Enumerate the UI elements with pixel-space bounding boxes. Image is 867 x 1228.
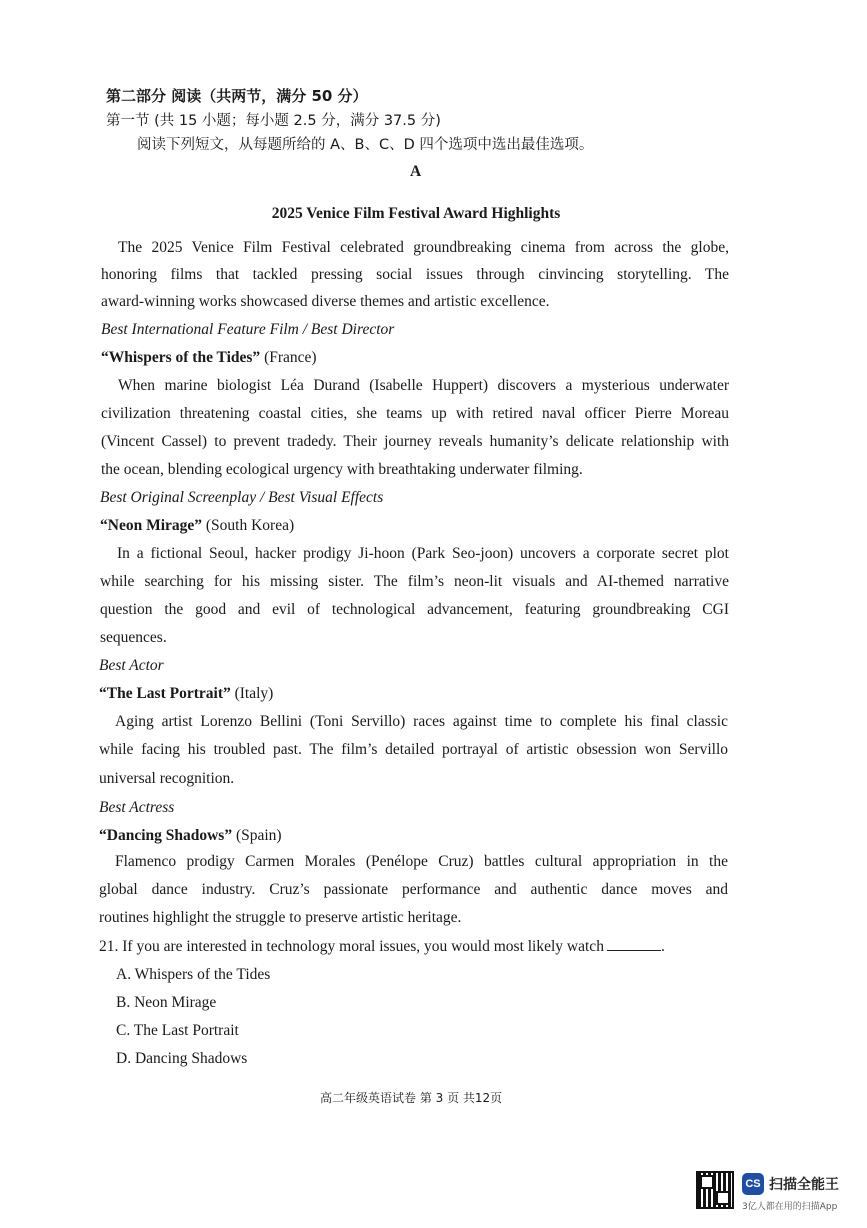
question-stem xyxy=(99,936,665,957)
article-title: 2025 Venice Film Festival Award Highlights xyxy=(271,205,561,222)
option-c: C. The Last Portrait xyxy=(116,1022,239,1039)
scanner-app-name: 扫描全能王 xyxy=(769,1177,839,1193)
film-description-line: global dance industry. Cruz’s passionate performance and authentic dance moves and xyxy=(99,881,728,898)
page-footer: 高二年级英语试卷 第 3 页 共12页 xyxy=(320,1091,503,1105)
intro-line: award-winning works showcased diverse themes and artistic excellence. xyxy=(101,293,550,310)
film-description-line: universal recognition. xyxy=(99,770,235,787)
film-description-line: the ocean, blending ecological urgency with breathtaking underwater filming. xyxy=(101,461,583,478)
film-description-line: routines highlight the struggle to preserve artistic heritage. xyxy=(99,909,462,926)
film-description-line: Aging artist Lorenzo Bellini (Toni Servillo) races against time to complete his final classic xyxy=(115,713,728,730)
film-description-line: question the good and evil of technological advancement, featuring groundbreaking CGI xyxy=(100,601,729,618)
film-title: “Whispers of the Tides” xyxy=(101,349,261,366)
camscanner-logo: CS xyxy=(742,1173,764,1195)
award-category: Best Actress xyxy=(99,799,175,816)
award-category: Best International Feature Film / Best Director xyxy=(101,321,395,338)
reading-instruction: 阅读下列短文，从每题所给的 A、B、C、D 四个选项中选出最佳选项。 xyxy=(137,137,594,153)
film-heading xyxy=(100,516,294,536)
answer-blank xyxy=(607,936,661,951)
film-title: “Dancing Shadows” xyxy=(99,827,233,844)
passage-letter: A xyxy=(410,163,422,180)
scanner-tagline: 3亿人都在用的扫描App xyxy=(742,1202,838,1212)
film-description-line: In a fictional Seoul, hacker prodigy Ji-hoon (Park Seo-joon) uncovers a corporate secret plot xyxy=(117,545,729,562)
film-description-line: while facing his troubled past. The film’s detailed portrayal of artistic obsession won Servillo xyxy=(99,741,728,758)
award-category: Best Actor xyxy=(99,657,164,674)
intro-line: The 2025 Venice Film Festival celebrated groundbreaking cinema from across the globe, xyxy=(118,239,729,256)
film-heading xyxy=(99,684,273,704)
film-title: “The Last Portrait” xyxy=(99,685,231,702)
film-description-line: Flamenco prodigy Carmen Morales (Penélope Cruz) battles cultural appropriation in the xyxy=(115,853,728,870)
section-subtitle: 第一节 (共 15 小题；每小题 2.5 分，满分 37.5 分) xyxy=(106,113,441,129)
intro-line: honoring films that tackled pressing social issues through cinvincing storytelling. The xyxy=(101,266,729,283)
option-b: B. Neon Mirage xyxy=(116,994,217,1011)
film-description-line: while searching for his missing sister. The film’s neon-lit visuals and AI-themed narrative xyxy=(100,573,729,590)
question-end: . xyxy=(660,938,665,955)
film-country: (Spain) xyxy=(232,827,282,844)
qr-code-icon xyxy=(696,1171,734,1209)
award-category: Best Original Screenplay / Best Visual Effects xyxy=(100,489,384,506)
film-country: (France) xyxy=(260,349,317,366)
option-a: A. Whispers of the Tides xyxy=(116,966,271,983)
film-heading xyxy=(101,348,317,368)
film-country: (South Korea) xyxy=(202,517,295,534)
film-description-line: When marine biologist Léa Durand (Isabelle Huppert) discovers a mysterious underwater xyxy=(118,377,729,394)
film-title: “Neon Mirage” xyxy=(100,517,203,534)
film-description-line: sequences. xyxy=(100,629,167,646)
section-title: 第二部分 阅读（共两节，满分 50 分） xyxy=(106,87,368,105)
option-d: D. Dancing Shadows xyxy=(116,1050,248,1067)
question-text: 21. If you are interested in technology moral issues, you would most likely watch xyxy=(99,938,604,955)
film-country: (Italy) xyxy=(230,685,274,702)
film-description-line: civilization threatening coastal cities, she teams up with retired naval officer Pierre Moreau xyxy=(101,405,729,422)
film-description-line: (Vincent Cassel) to prevent tradedy. Their journey reveals humanity’s delicate relationship with xyxy=(101,433,729,450)
film-heading xyxy=(99,826,282,846)
